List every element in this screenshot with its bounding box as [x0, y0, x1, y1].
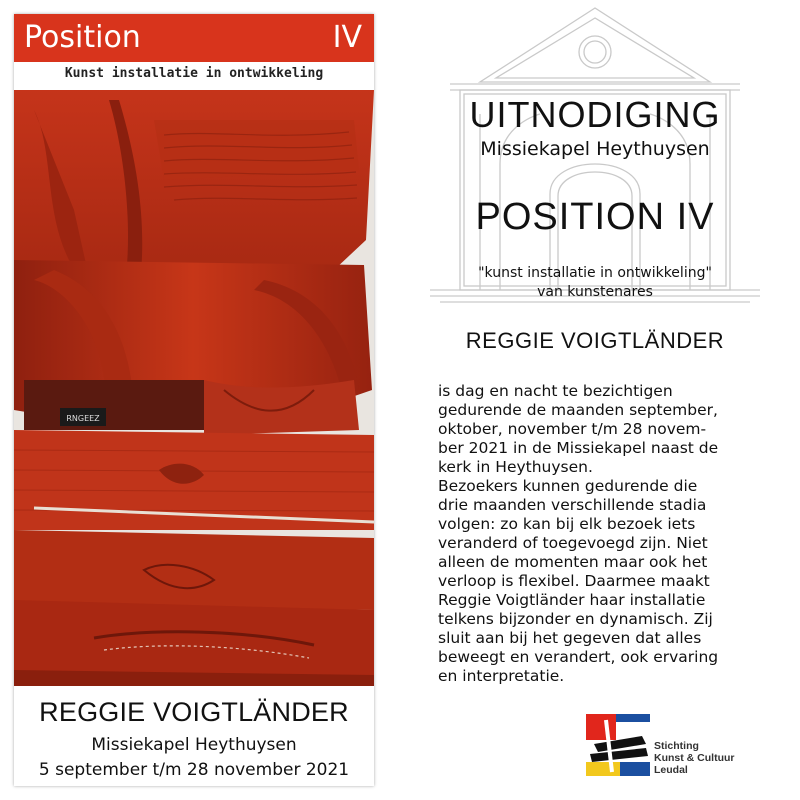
logo-line: Leudal	[654, 764, 688, 776]
poster-venue: Missiekapel Heythuysen	[91, 735, 297, 755]
photo-tag-label: RNGEEZ	[66, 414, 100, 423]
poster-subtitle: Kunst installatie in ontwikkeling	[64, 66, 324, 81]
body-line: sluit aan bij het gegeven dat alles	[438, 629, 702, 647]
logo-text	[654, 740, 735, 776]
poster-artist-name: REGGIE VOIGTLÄNDER	[39, 697, 349, 727]
invitation-title: UITNODIGING	[469, 94, 721, 135]
poster-dates: 5 september t/m 28 november 2021	[38, 760, 350, 780]
stichting-logo-icon	[586, 714, 650, 776]
logo-line: Kunst & Cultuur	[654, 752, 735, 764]
body-line: oktober, november t/m 28 novem-	[438, 420, 707, 438]
body-line: alleen de momenten maar ook het	[438, 553, 708, 571]
body-line: telkens bijzonder en dynamisch. Zij	[438, 610, 713, 628]
body-line: drie maanden verschillende stadia	[438, 496, 707, 514]
body-line: ber 2021 in de Missiekapel naast de	[438, 439, 719, 457]
invitation-exhibit-title: POSITION IV	[475, 196, 715, 238]
invitation-venue: Missiekapel Heythuysen	[480, 138, 710, 160]
body-line: Reggie Voigtländer haar installatie	[438, 591, 706, 609]
invitation-body	[438, 382, 778, 686]
body-line: veranderd of toegevoegd zijn. Niet	[438, 534, 708, 552]
body-line: volgen: zo kan bij elk bezoek iets	[438, 515, 696, 533]
body-line: beweegt en verandert, ook ervaring	[438, 648, 719, 666]
logo-line: Stichting	[654, 740, 699, 752]
invitation-quote: "kunst installatie in ontwikkeling"	[478, 265, 712, 281]
body-line: Bezoekers kunnen gedurende die	[438, 477, 698, 495]
poster-header	[14, 14, 374, 62]
body-line: kerk in Heythuysen.	[438, 458, 593, 476]
poster-numeral: IV	[332, 20, 362, 55]
body-line: verloop is flexibel. Daarmee maakt	[438, 572, 710, 590]
poster-photo	[14, 90, 374, 686]
poster-title: Position	[24, 20, 141, 55]
body-line: gedurende de maanden september,	[438, 401, 718, 419]
invitation-by-line: van kunstenares	[537, 284, 653, 300]
invitation-artist-name: REGGIE VOIGTLÄNDER	[465, 328, 725, 353]
poster	[14, 14, 374, 786]
body-line: is dag en nacht te bezichtigen	[438, 382, 673, 400]
body-line: en interpretatie.	[438, 667, 565, 685]
